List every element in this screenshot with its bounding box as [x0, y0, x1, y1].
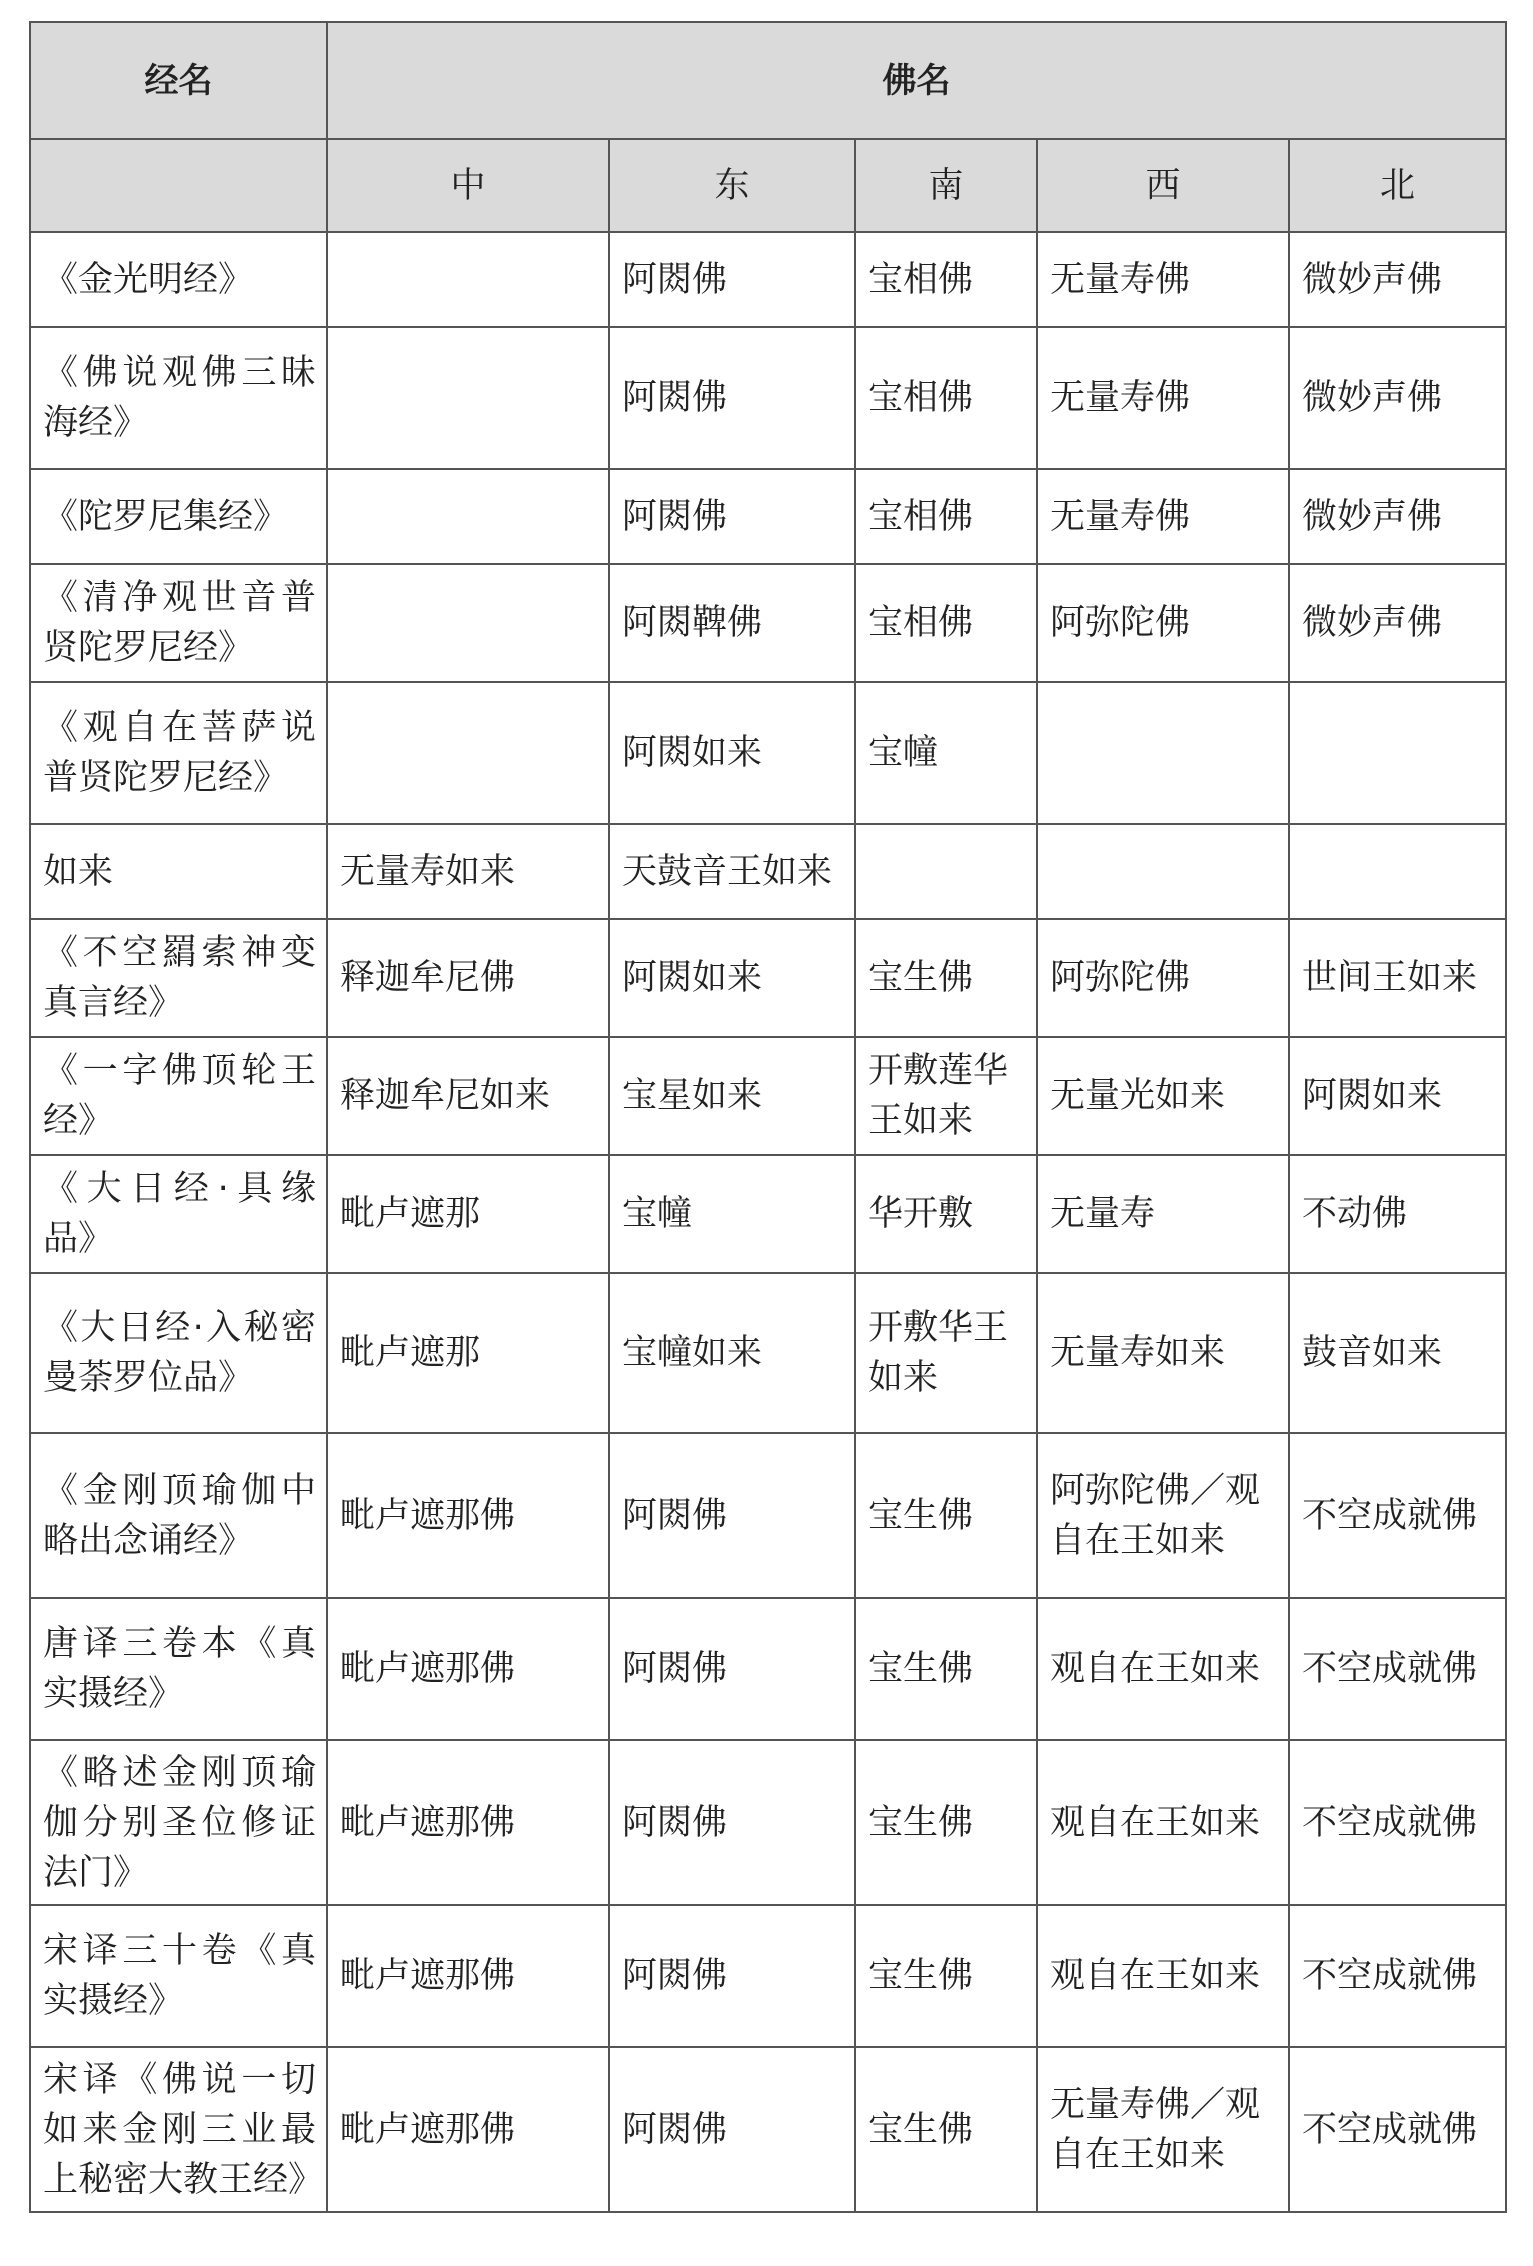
- buddha-east-cell: 阿閦佛: [609, 2047, 855, 2212]
- buddha-west-cell: [1037, 682, 1289, 824]
- buddha-north-cell: 世间王如来: [1289, 919, 1506, 1037]
- buddha-west-cell: 无量寿如来: [1037, 1273, 1289, 1433]
- buddha-center-cell: [327, 469, 609, 564]
- table-row: [30, 919, 1506, 1037]
- sutra-buddha-table: [29, 21, 1507, 2213]
- buddha-north-cell: 鼓音如来: [1289, 1273, 1506, 1433]
- sutra-name-cell: 《陀罗尼集经》: [30, 469, 327, 564]
- buddha-north-cell: 微妙声佛: [1289, 564, 1506, 682]
- buddha-south-cell: 宝生佛: [855, 1905, 1037, 2047]
- buddha-west-cell: 阿弥陀佛／观自在王如来: [1037, 1433, 1289, 1598]
- buddha-center-cell: 释迦牟尼佛: [327, 919, 609, 1037]
- buddha-east-cell: 阿閦佛: [609, 1905, 855, 2047]
- sutra-name-cell: 《清净观世音普贤陀罗尼经》: [30, 564, 327, 682]
- buddha-north-cell: 不空成就佛: [1289, 1433, 1506, 1598]
- header-direction-east: 东: [609, 139, 855, 232]
- buddha-south-cell: 宝幢: [855, 682, 1037, 824]
- buddha-center-cell: 毗卢遮那: [327, 1273, 609, 1433]
- buddha-east-cell: 阿閦佛: [609, 327, 855, 469]
- buddha-west-cell: 无量光如来: [1037, 1037, 1289, 1155]
- buddha-north-cell: 不空成就佛: [1289, 1905, 1506, 2047]
- buddha-west-cell: 阿弥陀佛: [1037, 919, 1289, 1037]
- header-direction-center: 中: [327, 139, 609, 232]
- table-row: [30, 824, 1506, 919]
- buddha-east-cell: 阿閦如来: [609, 682, 855, 824]
- buddha-east-cell: 宝星如来: [609, 1037, 855, 1155]
- buddha-center-cell: 释迦牟尼如来: [327, 1037, 609, 1155]
- buddha-west-cell: 观自在王如来: [1037, 1740, 1289, 1905]
- buddha-west-cell: 阿弥陀佛: [1037, 564, 1289, 682]
- buddha-west-cell: 无量寿: [1037, 1155, 1289, 1273]
- table-row: [30, 327, 1506, 469]
- buddha-center-cell: 毗卢遮那佛: [327, 1905, 609, 2047]
- buddha-north-cell: 不空成就佛: [1289, 1740, 1506, 1905]
- table-row: [30, 1740, 1506, 1905]
- table-body: [30, 232, 1506, 2212]
- buddha-south-cell: 宝生佛: [855, 1598, 1037, 1740]
- table-row: [30, 2047, 1506, 2212]
- buddha-north-cell: 不空成就佛: [1289, 2047, 1506, 2212]
- buddha-north-cell: 微妙声佛: [1289, 469, 1506, 564]
- buddha-west-cell: 无量寿佛: [1037, 232, 1289, 327]
- table-row: [30, 564, 1506, 682]
- buddha-center-cell: [327, 682, 609, 824]
- buddha-south-cell: 宝相佛: [855, 564, 1037, 682]
- header-direction-north: 北: [1289, 139, 1506, 232]
- buddha-east-cell: 天鼓音王如来: [609, 824, 855, 919]
- buddha-east-cell: 阿閦佛: [609, 1740, 855, 1905]
- sutra-name-cell: 《大日经·具缘品》: [30, 1155, 327, 1273]
- sutra-buddha-table-wrapper: [29, 21, 1505, 2213]
- buddha-south-cell: 宝生佛: [855, 2047, 1037, 2212]
- sutra-name-cell: 《略述金刚顶瑜伽分别圣位修证法门》: [30, 1740, 327, 1905]
- table-row: [30, 1905, 1506, 2047]
- buddha-south-cell: 宝生佛: [855, 1740, 1037, 1905]
- header-buddha-names: 佛名: [327, 22, 1506, 139]
- sutra-name-cell: 如来: [30, 824, 327, 919]
- buddha-north-cell: [1289, 682, 1506, 824]
- buddha-center-cell: 毗卢遮那佛: [327, 1598, 609, 1740]
- table-row: [30, 469, 1506, 564]
- buddha-south-cell: 开敷莲华王如来: [855, 1037, 1037, 1155]
- header-row-top: [30, 22, 1506, 139]
- buddha-center-cell: [327, 564, 609, 682]
- buddha-west-cell: [1037, 824, 1289, 919]
- buddha-center-cell: [327, 327, 609, 469]
- header-row-directions: [30, 139, 1506, 232]
- table-row: [30, 1037, 1506, 1155]
- buddha-east-cell: 阿閦如来: [609, 919, 855, 1037]
- sutra-name-cell: 《金刚顶瑜伽中略出念诵经》: [30, 1433, 327, 1598]
- buddha-center-cell: 无量寿如来: [327, 824, 609, 919]
- buddha-center-cell: 毗卢遮那佛: [327, 2047, 609, 2212]
- sutra-name-cell: 《观自在菩萨说普贤陀罗尼经》: [30, 682, 327, 824]
- buddha-west-cell: 观自在王如来: [1037, 1905, 1289, 2047]
- buddha-center-cell: 毗卢遮那: [327, 1155, 609, 1273]
- buddha-south-cell: 宝生佛: [855, 919, 1037, 1037]
- buddha-north-cell: 不空成就佛: [1289, 1598, 1506, 1740]
- buddha-east-cell: 宝幢: [609, 1155, 855, 1273]
- table-row: [30, 1433, 1506, 1598]
- buddha-center-cell: 毗卢遮那佛: [327, 1740, 609, 1905]
- buddha-south-cell: 宝生佛: [855, 1433, 1037, 1598]
- buddha-south-cell: 宝相佛: [855, 232, 1037, 327]
- table-row: [30, 682, 1506, 824]
- buddha-south-cell: 宝相佛: [855, 327, 1037, 469]
- sutra-name-cell: 唐译三卷本《真实摄经》: [30, 1598, 327, 1740]
- buddha-east-cell: 阿閦佛: [609, 232, 855, 327]
- header-direction-south: 南: [855, 139, 1037, 232]
- buddha-east-cell: 阿閦佛: [609, 1433, 855, 1598]
- table-row: [30, 1273, 1506, 1433]
- sutra-name-cell: 宋译《佛说一切如来金刚三业最上秘密大教王经》: [30, 2047, 327, 2212]
- buddha-west-cell: 无量寿佛: [1037, 469, 1289, 564]
- buddha-west-cell: 无量寿佛／观自在王如来: [1037, 2047, 1289, 2212]
- sutra-name-cell: 宋译三十卷《真实摄经》: [30, 1905, 327, 2047]
- table-row: [30, 1598, 1506, 1740]
- buddha-west-cell: 观自在王如来: [1037, 1598, 1289, 1740]
- buddha-center-cell: 毗卢遮那佛: [327, 1433, 609, 1598]
- buddha-north-cell: [1289, 824, 1506, 919]
- buddha-south-cell: [855, 824, 1037, 919]
- buddha-south-cell: 开敷华王如来: [855, 1273, 1037, 1433]
- buddha-east-cell: 宝幢如来: [609, 1273, 855, 1433]
- buddha-center-cell: [327, 232, 609, 327]
- buddha-north-cell: 阿閦如来: [1289, 1037, 1506, 1155]
- buddha-east-cell: 阿閦鞞佛: [609, 564, 855, 682]
- header-empty-cell: [30, 139, 327, 232]
- sutra-name-cell: 《金光明经》: [30, 232, 327, 327]
- table-row: [30, 1155, 1506, 1273]
- sutra-name-cell: 《佛说观佛三昧海经》: [30, 327, 327, 469]
- sutra-name-cell: 《一字佛顶轮王经》: [30, 1037, 327, 1155]
- buddha-east-cell: 阿閦佛: [609, 469, 855, 564]
- buddha-north-cell: 不动佛: [1289, 1155, 1506, 1273]
- header-sutra-name: 经名: [30, 22, 327, 139]
- buddha-north-cell: 微妙声佛: [1289, 232, 1506, 327]
- header-direction-west: 西: [1037, 139, 1289, 232]
- buddha-east-cell: 阿閦佛: [609, 1598, 855, 1740]
- table-row: [30, 232, 1506, 327]
- sutra-name-cell: 《不空羂索神变真言经》: [30, 919, 327, 1037]
- buddha-west-cell: 无量寿佛: [1037, 327, 1289, 469]
- buddha-south-cell: 宝相佛: [855, 469, 1037, 564]
- sutra-name-cell: 《大日经·入秘密曼荼罗位品》: [30, 1273, 327, 1433]
- buddha-north-cell: 微妙声佛: [1289, 327, 1506, 469]
- buddha-south-cell: 华开敷: [855, 1155, 1037, 1273]
